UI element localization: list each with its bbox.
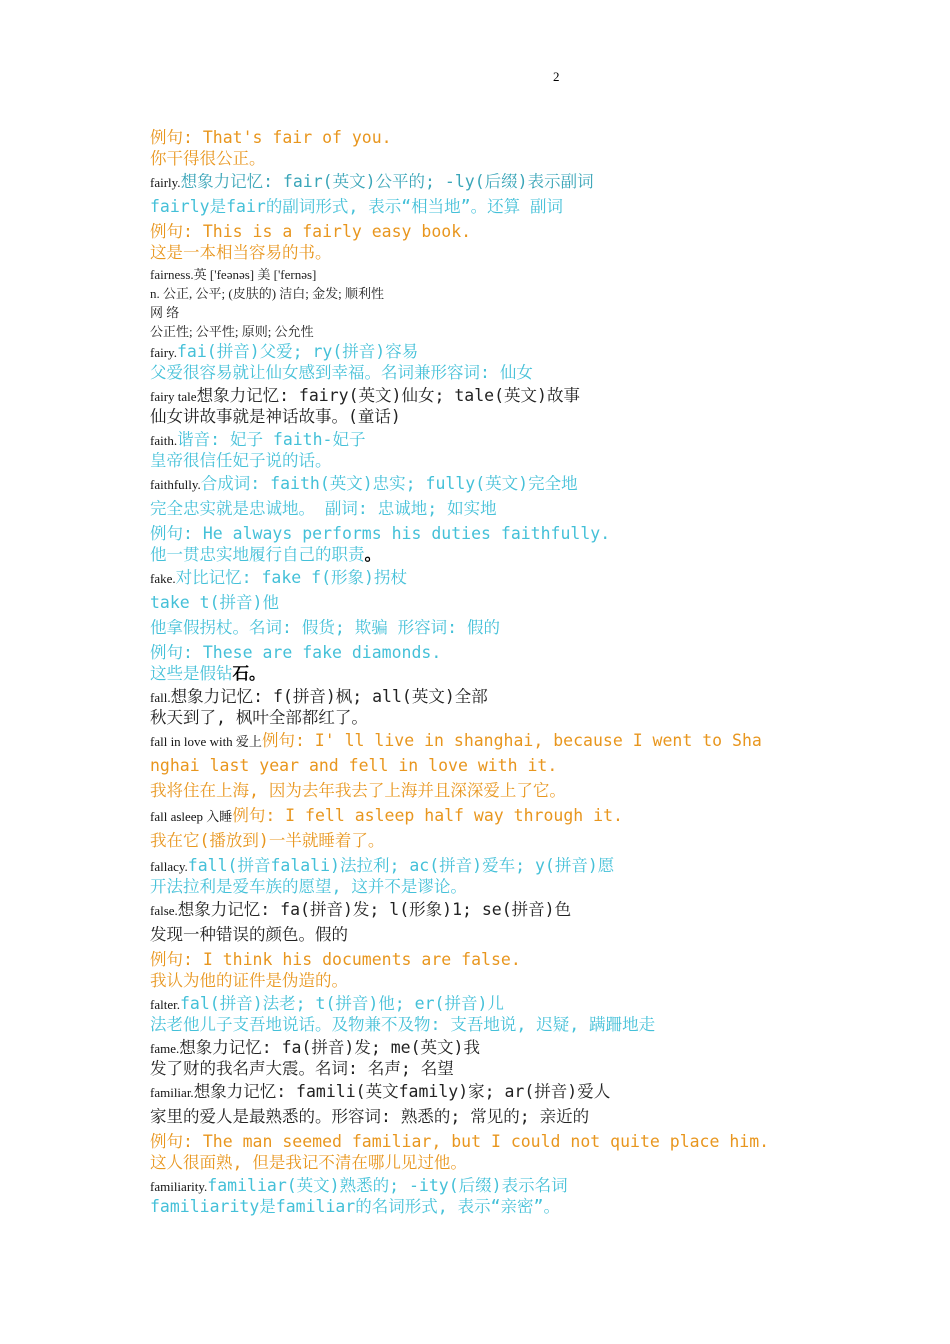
line-text: 法老他儿子支吾地说话。及物兼不及物: 支吾地说, 迟疑, 蹒跚地走 [150, 1015, 656, 1034]
text-line [150, 385, 580, 408]
line-text: 这是一本相当容易的书。 [150, 243, 332, 262]
text-line [150, 320, 314, 343]
text-line [150, 148, 266, 170]
text-line [150, 1058, 454, 1080]
headword: fame. [150, 1041, 180, 1056]
line-text: 。 [364, 545, 381, 564]
text-line [150, 899, 571, 922]
line-text: 这些是假钻 [150, 664, 233, 683]
text-line [150, 429, 365, 452]
text-line [150, 949, 521, 971]
line-text: fai(拼音)父爱; ry(拼音)容易 [176, 342, 419, 361]
text-line [150, 993, 504, 1016]
text-line [150, 855, 614, 878]
text-line [150, 617, 500, 639]
text-line [150, 1037, 480, 1060]
line-text: 我认为他的证件是伪造的。 [150, 971, 348, 990]
line-text: 仙女讲故事就是神话故事。(童话) [150, 407, 401, 426]
line-text: 石。 [232, 664, 266, 683]
text-line [150, 242, 332, 264]
text-line [150, 196, 563, 218]
text-line [150, 341, 418, 364]
text-line [150, 406, 401, 428]
line-text: 例句: This is a fairly easy book. [150, 222, 472, 241]
line-text: 完全忠实就是忠诚地。 副词: 忠诚地; 如实地 [150, 499, 497, 518]
line-text: 这人很面熟, 但是我记不清在哪儿见过他。 [150, 1153, 467, 1172]
text-line [150, 473, 578, 496]
text-line [150, 1175, 568, 1198]
page-number: 2 [553, 69, 560, 84]
text-line [150, 498, 497, 520]
line-text: familiar(英文)熟悉的; -ity(后缀)表示名词 [207, 1176, 568, 1195]
text-line [150, 362, 533, 384]
text-line [150, 642, 441, 664]
headword: faithfully. [150, 477, 201, 492]
line-text: 我在它(播放到)一半就睡着了。 [150, 831, 385, 850]
text-line [150, 755, 557, 777]
line-text: 家里的爱人是最熟悉的。形容词: 熟悉的; 常见的; 亲近的 [150, 1107, 590, 1126]
line-text: 你干得很公正。 [150, 149, 266, 168]
headword: fairy tale [150, 389, 197, 404]
line-text: 想象力记忆: fa(拼音)发; me(英文)我 [179, 1038, 480, 1057]
text-line [150, 1196, 560, 1218]
line-text: 例句: That's fair of you. [150, 128, 392, 147]
headword: falter. [150, 997, 180, 1012]
line-text: 例句: I' ll live in shanghai, because I went to Sha [261, 731, 762, 750]
line-text: fairly是fair的副词形式, 表示“相当地”。还算 副词 [150, 197, 564, 216]
line-text: 想象力记忆: famili(英文family)家; ar(拼音)爱人 [193, 1082, 611, 1101]
text-line [150, 686, 488, 709]
line-text: 例句: The man seemed familiar, but I could not quite place him. [150, 1132, 770, 1151]
text-line [150, 730, 762, 753]
text-line [150, 830, 384, 852]
text-line [150, 544, 381, 566]
line-text: 想象力记忆: fa(拼音)发; l(形象)1; se(拼音)色 [177, 900, 572, 919]
line-text: fal(拼音)法老; t(拼音)他; er(拼音)儿 [179, 994, 504, 1013]
text-line [150, 592, 279, 614]
line-text: 合成词: faith(英文)忠实; fully(英文)完全地 [200, 474, 578, 493]
line-text: 谐音: 妃子 faith-妃子 [177, 430, 366, 449]
headword: fairly. [150, 175, 181, 190]
text-line [150, 970, 348, 992]
line-text: 我将住在上海, 因为去年我去了上海并且深深爱上了它。 [150, 781, 566, 800]
headword: faith. [150, 433, 178, 448]
text-line [150, 924, 348, 946]
text-line [150, 663, 266, 685]
line-text: fall(拼音falali)法拉利; ac(拼音)爱车; y(拼音)愿 [187, 856, 615, 875]
line-text: 对比记忆: fake f(形象)拐杖 [175, 568, 407, 587]
line-text: 皇帝很信任妃子说的话。 [150, 451, 332, 470]
text-line [150, 450, 332, 472]
line-text: 公正性; 公平性; 原则; 公允性 [150, 324, 314, 339]
line-text: 例句: He always performs his duties faithfully. [150, 524, 611, 543]
text-line [150, 1014, 655, 1036]
headword: fairy. [150, 345, 177, 360]
headword: familiarity. [150, 1179, 208, 1194]
text-line [150, 1106, 589, 1128]
text-line [150, 171, 594, 194]
line-text: 想象力记忆: f(拼音)枫; all(英文)全部 [170, 687, 488, 706]
text-line [150, 707, 368, 729]
line-text: 网 络 [150, 305, 180, 320]
line-text: 例句: I fell asleep half way through it. [232, 806, 623, 825]
text-line [150, 567, 407, 590]
line-text: 例句: I think his documents are false. [150, 950, 521, 969]
line-text: 发了财的我名声大震。名词: 名声; 名望 [150, 1059, 454, 1078]
line-text: fairness.英 ['feənəs] 美 ['fernəs] [150, 267, 317, 282]
text-line [150, 282, 384, 305]
line-text: 想象力记忆: fairy(英文)仙女; tale(英文)故事 [196, 386, 580, 405]
text-line [150, 221, 471, 243]
headword: familiar. [150, 1085, 194, 1100]
line-text: 秋天到了, 枫叶全部都红了。 [150, 708, 368, 727]
headword: fake. [150, 571, 176, 586]
headword: false. [150, 903, 178, 918]
headword: fall asleep 入睡 [150, 809, 233, 824]
text-line [150, 780, 566, 802]
text-line [150, 1081, 610, 1104]
text-line [150, 876, 467, 898]
line-text: take t(拼音)他 [150, 593, 279, 612]
text-line [150, 523, 610, 545]
line-text: 开法拉利是爱车族的愿望, 这并不是谬论。 [150, 877, 467, 896]
text-line [150, 1131, 769, 1153]
line-text: n. 公正, 公平; (皮肤的) 洁白; 金发; 顺利性 [150, 286, 384, 301]
text-line [150, 1152, 467, 1174]
text-line [150, 805, 623, 828]
line-text: 想象力记忆: fair(英文)公平的; -ly(后缀)表示副词 [180, 172, 594, 191]
text-line [150, 127, 392, 149]
line-text: 他拿假拐杖。名词: 假货; 欺骗 形容词: 假的 [150, 618, 501, 637]
line-text: nghai last year and fell in love with it. [150, 756, 558, 775]
line-text: 父爱很容易就让仙女感到幸福。名词兼形容词: 仙女 [150, 363, 533, 382]
headword: fall. [150, 690, 171, 705]
headword: fallacy. [150, 859, 188, 874]
line-text: 例句: These are fake diamonds. [150, 643, 442, 662]
line-text: 他一贯忠实地履行自己的职责 [150, 545, 365, 564]
headword: fall in love with 爱上 [150, 734, 262, 749]
line-text: 发现一种错误的颜色。假的 [150, 925, 348, 944]
line-text: familiarity是familiar的名词形式, 表示“亲密”。 [150, 1197, 560, 1216]
